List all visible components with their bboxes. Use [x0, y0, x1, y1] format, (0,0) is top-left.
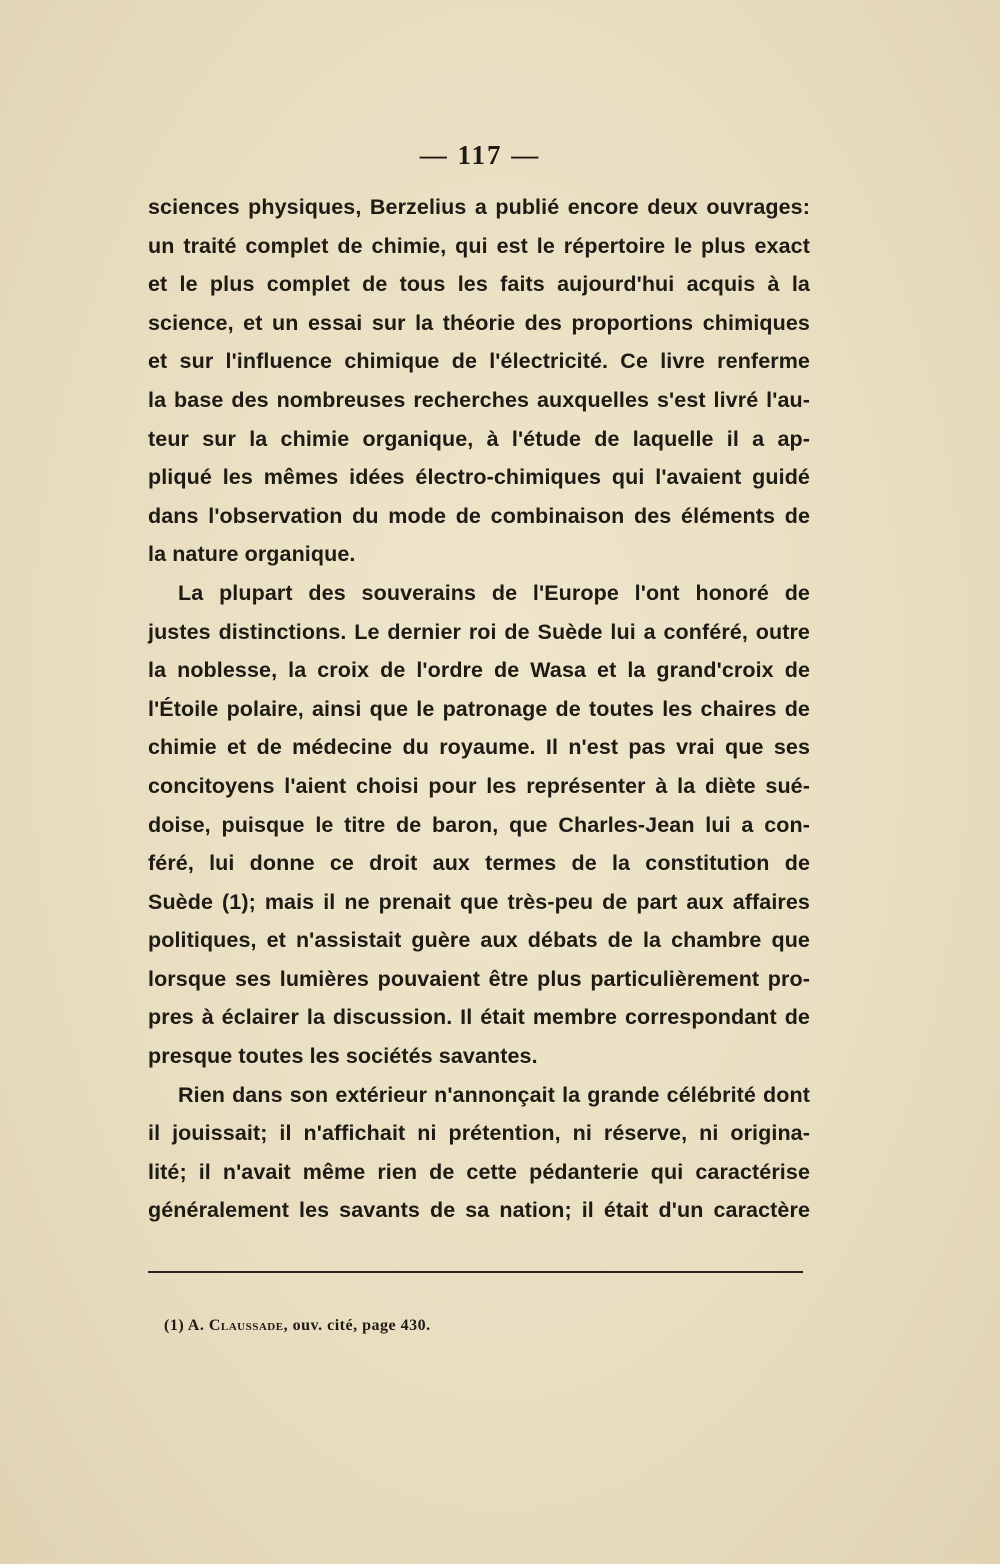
paragraph	[148, 1076, 810, 1230]
text-line: sciences physiques, Berzelius a publié encore deux ouvrages:	[148, 195, 810, 219]
text-line: presque toutes les sociétés savantes.	[148, 1044, 538, 1069]
text-line: et sur l'influence chimique de l'électricité. Ce livre renferme	[148, 349, 810, 374]
text-line: pliqué les mêmes idées électro-chimiques qui l'avaient guidé	[148, 465, 810, 490]
text-line: féré, lui donne ce droit aux termes de la constitution de	[148, 851, 810, 876]
text-line: la nature organique.	[148, 542, 356, 567]
footnote-marker: (1) A.	[164, 1317, 205, 1334]
text-line: Suède (1); mais il ne prenait que très-peu de part aux affaires	[148, 889, 810, 914]
footnote	[164, 1317, 431, 1335]
text-line: un traité complet de chimie, qui est le répertoire le plus exact	[148, 233, 810, 258]
text-line: doise, puisque le titre de baron, que Charles-Jean lui a con-	[148, 812, 810, 837]
paragraph	[148, 574, 810, 1076]
footnote-reference: , ouv. cité, page 430.	[283, 1317, 431, 1334]
paragraph	[148, 188, 810, 574]
page-number: — 117 —	[419, 140, 541, 170]
text-line: politiques, et n'assistait guère aux débats de la chambre que	[148, 928, 810, 953]
text-line: La plupart des souverains de l'Europe l'ont honoré de	[178, 580, 810, 605]
text-line: Rien dans son extérieur n'annonçait la grande célébrité dont	[178, 1082, 810, 1107]
text-line: science, et un essai sur la théorie des proportions chimiques	[148, 310, 810, 335]
text-line: et le plus complet de tous les faits aujourd'hui acquis à la	[148, 272, 810, 297]
body-text	[148, 188, 810, 1230]
text-line: lité; il n'avait même rien de cette pédanterie qui caractérise	[148, 1159, 810, 1184]
text-line: teur sur la chimie organique, à l'étude de laquelle il a ap-	[148, 426, 810, 451]
text-line: pres à éclairer la discussion. Il était membre correspondant de	[148, 1005, 810, 1030]
text-line: concitoyens l'aient choisi pour les représenter à la diète sué-	[148, 773, 810, 798]
footnote-author: Claussade	[208, 1317, 284, 1334]
text-line: l'Étoile polaire, ainsi que le patronage de toutes les chaires de	[148, 696, 810, 721]
text-line: il jouissait; il n'affichait ni prétention, ni réserve, ni origina-	[148, 1121, 810, 1146]
text-line: justes distinctions. Le dernier roi de Suède lui a conféré, outre	[148, 619, 810, 644]
text-line: lorsque ses lumières pouvaient être plus particulièrement pro-	[148, 966, 810, 991]
text-line: généralement les savants de sa nation; il était d'un caractère	[148, 1198, 810, 1223]
text-line: la base des nombreuses recherches auxquelles s'est livré l'au-	[148, 387, 810, 412]
text-line: chimie et de médecine du royaume. Il n'est pas vrai que ses	[148, 735, 810, 760]
footnote-separator	[148, 1271, 803, 1273]
text-line: la noblesse, la croix de l'ordre de Wasa et la grand'croix de	[148, 658, 810, 683]
text-line: dans l'observation du mode de combinaison des éléments de	[148, 503, 810, 528]
